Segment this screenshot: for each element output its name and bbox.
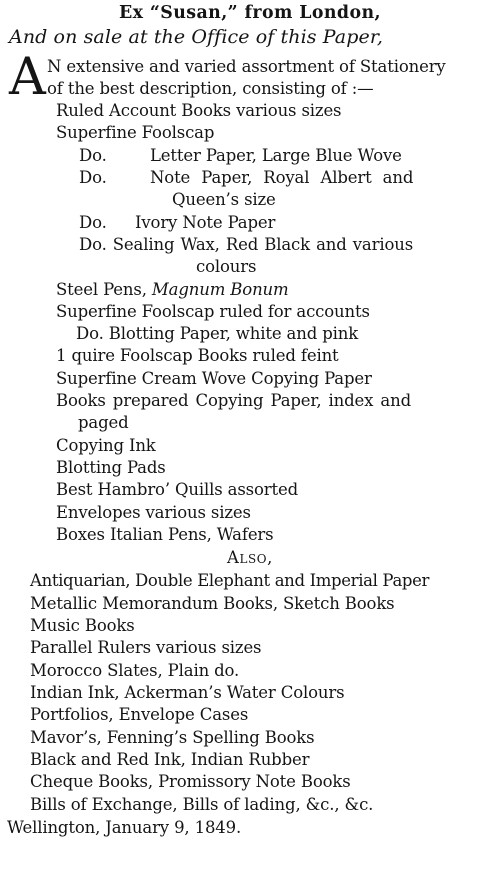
list-item: Ruled Account Books various sizes	[56, 101, 342, 120]
list-item: Superfine Foolscap	[56, 123, 215, 142]
also-item: Cheque Books, Promissory Note Books	[30, 772, 351, 791]
list-item: Ivory Note Paper	[135, 213, 276, 232]
list-item-continuation: paged	[78, 413, 129, 432]
also-item: Portfolios, Envelope Cases	[30, 705, 249, 724]
list-item: Boxes Italian Pens, Wafers	[56, 525, 274, 544]
ditto-mark: Do.	[79, 168, 107, 187]
also-item: Music Books	[30, 616, 135, 635]
intro-line-1: N extensive and varied assortment of Stationery	[47, 57, 446, 76]
list-item-italic: Magnum Bonum	[151, 280, 289, 299]
list-item-text: Steel Pens,	[56, 280, 147, 299]
list-item: Superfine Foolscap ruled for accounts	[56, 302, 370, 321]
list-item: Copying Ink	[56, 436, 156, 455]
also-item: Indian Ink, Ackerman’s Water Colours	[30, 683, 345, 702]
list-item: Blotting Pads	[56, 458, 166, 477]
list-item-continuation: Queen’s size	[172, 190, 276, 209]
list-item: Superfine Cream Wove Copying Paper	[56, 369, 372, 388]
list-item: Note Paper, Royal Albert and	[150, 168, 414, 187]
intro-line-2: of the best description, consisting of :—	[47, 79, 374, 98]
ad-title: Ex “Susan,” from London,	[119, 3, 381, 23]
drop-cap: A	[9, 48, 46, 107]
dateline: Wellington, January 9, 1849.	[7, 818, 242, 837]
also-item: Mavor’s, Fenning’s Spelling Books	[30, 728, 315, 747]
also-item: Antiquarian, Double Elephant and Imperial Paper	[30, 571, 430, 590]
also-heading: Also,	[227, 548, 273, 567]
list-item: 1 quire Foolscap Books ruled feint	[56, 346, 339, 365]
list-item: Envelopes various sizes	[56, 503, 251, 522]
also-item: Black and Red Ink, Indian Rubber	[30, 750, 310, 769]
list-item-continuation: colours	[196, 257, 257, 276]
also-item: Bills of Exchange, Bills of lading, &c., &c.	[30, 795, 374, 814]
also-item: Morocco Slates, Plain do.	[30, 661, 240, 680]
also-item: Metallic Memorandum Books, Sketch Books	[30, 594, 395, 613]
ditto-mark: Do.	[79, 146, 107, 165]
list-item: Do. Sealing Wax, Red Black and various	[79, 235, 414, 254]
list-item: Letter Paper, Large Blue Wove	[150, 146, 402, 165]
list-item: Best Hambro’ Quills assorted	[56, 480, 299, 499]
ditto-mark: Do.	[79, 213, 107, 232]
list-item: Books prepared Copying Paper, index and	[56, 391, 411, 410]
ad-subtitle: And on sale at the Office of this Paper,	[9, 26, 384, 48]
list-item	[56, 280, 289, 300]
list-item: Do. Blotting Paper, white and pink	[76, 324, 359, 343]
also-item: Parallel Rulers various sizes	[30, 638, 262, 657]
